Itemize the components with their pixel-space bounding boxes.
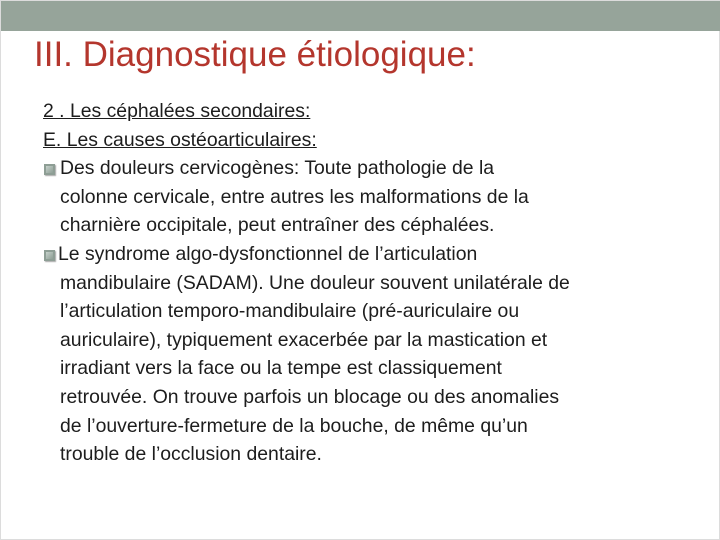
bullet-line: charnière occipitale, peut entraîner des céphalées. <box>60 214 495 237</box>
bullet-item-sadam <box>43 240 703 469</box>
bullet-line: trouble de l’occlusion dentaire. <box>60 443 322 466</box>
bullet-line: de l’ouverture-fermeture de la bouche, de même qu’un <box>60 414 528 437</box>
subheading-secondary-headaches: 2 . Les céphalées secondaires: <box>43 100 311 122</box>
bullet-line: irradiant vers la face ou la tempe est classiquement <box>60 357 502 380</box>
bullet-line <box>43 154 703 183</box>
slide-body <box>43 97 703 469</box>
subheading-osteoarticular-causes: E. Les causes ostéoarticulaires: <box>43 128 317 151</box>
bullet-line <box>43 240 703 269</box>
bullet-line: l’articulation temporo-mandibulaire (pré-auriculaire ou <box>60 300 520 323</box>
square-bullet-icon <box>44 250 55 261</box>
bullet-line: mandibulaire (SADAM). Une douleur souvent unilatérale de <box>60 271 570 294</box>
bullet-line: auriculaire), typiquement exacerbée par la mastication et <box>60 328 548 351</box>
bullet-line: colonne cervicale, entre autres les malformations de la <box>60 185 529 208</box>
square-bullet-icon <box>44 164 55 175</box>
top-accent-bar <box>1 1 720 31</box>
bullet-line: retrouvée. On trouve parfois un blocage ou des anomalies <box>60 385 560 408</box>
bullet-text: Le syndrome algo-dysfonctionnel de l’articulation <box>58 242 478 265</box>
bullet-text: Des douleurs cervicogènes: Toute pathologie de la <box>60 157 495 180</box>
bullet-item-cervicogenic <box>43 154 703 240</box>
slide-title: III. Diagnostique étiologique: <box>34 35 476 74</box>
